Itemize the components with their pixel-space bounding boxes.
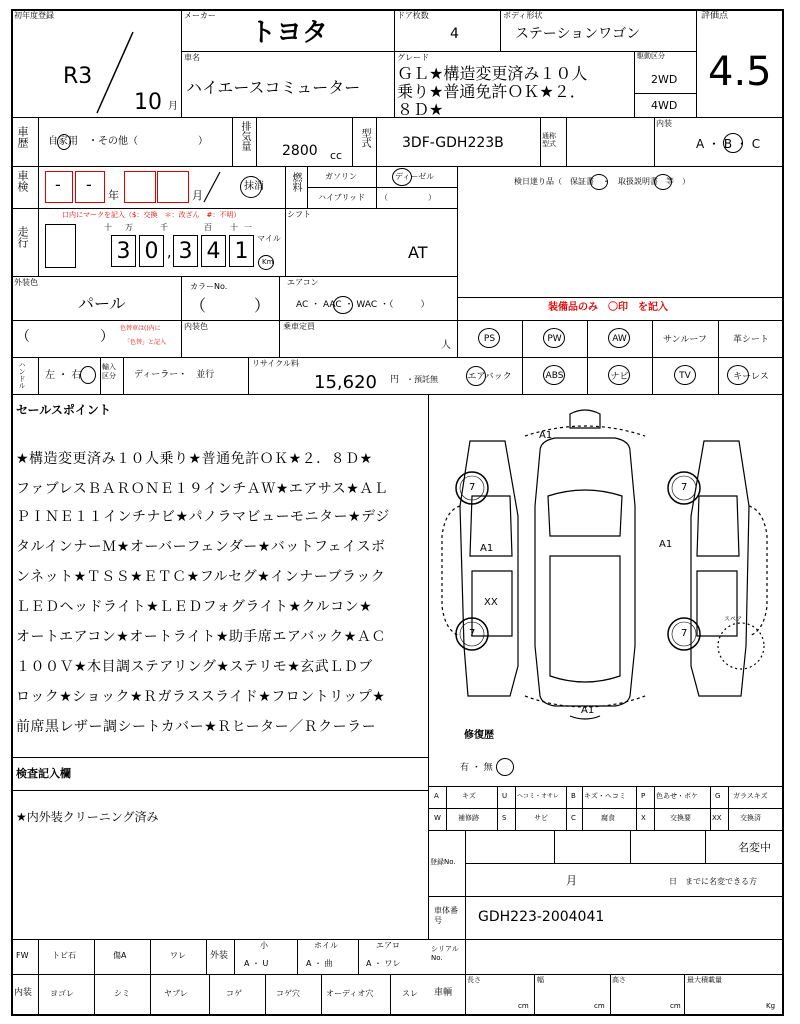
mileage-unit-4: 十: [230, 223, 238, 232]
insp-month-box2: [157, 171, 189, 203]
legend-w: W: [434, 814, 441, 822]
legend-c-text: 腐食: [601, 814, 615, 822]
insp-month-box1: [124, 171, 156, 203]
history-label: 車歴: [16, 126, 29, 148]
mileage-unit-1: 万: [125, 223, 133, 232]
capacity-unit: 人: [441, 340, 451, 351]
interior-b-circle: [723, 133, 743, 153]
legend-w-text: 補修跡: [458, 814, 479, 822]
interior-item-1: シミ: [114, 989, 130, 998]
recycle-unit: 円: [390, 375, 400, 385]
navi-circle: [608, 365, 630, 385]
ps-circle: [478, 328, 500, 348]
damage-xx: XX: [484, 597, 498, 608]
vin-value: GDH223-2004041: [478, 909, 605, 925]
fuel-hybrid: ハイブリッド: [318, 193, 366, 202]
sales-line: ンネット★ＴＳＳ★ＥＴＣ★フルセグ★インナーブラック: [16, 569, 386, 585]
sales-line: ＰＩＮＥ１１インチナビ★パノラマビューモニター★デジ: [16, 509, 390, 525]
legend-b: B: [571, 792, 576, 800]
sales-line: タルインナーＭ★オーバーフェンダー★バットフェイスボ: [16, 539, 386, 555]
mileage-digit-5: 1: [229, 235, 254, 267]
weight-label: 最大積載量: [687, 976, 722, 984]
serial-label: シリアルNo.: [431, 945, 459, 963]
ext-aero-value: A ・ ワレ: [366, 959, 401, 968]
aircon-label: エアコン: [287, 278, 319, 287]
color-code-value: （ ）: [190, 296, 271, 315]
displacement-unit: cc: [330, 149, 343, 162]
interior-item-0: ヨゴレ: [50, 989, 74, 998]
mileage-label: 走行: [16, 226, 29, 248]
tire-rl: 7: [469, 628, 476, 639]
aac-circle: [333, 296, 353, 314]
legend-xx-text: 交換済: [740, 814, 761, 822]
mileage-unit-2: 千: [160, 223, 168, 232]
mileage-unit-3: 百: [204, 223, 212, 232]
tv-circle: [674, 365, 696, 385]
interior-label: 内装: [656, 119, 672, 128]
carname-label: 車名: [184, 53, 200, 62]
mileage-note: 口内にマークを記入（$：交換 ＊：改ざん #：不明）: [62, 211, 241, 219]
mileage-digit-3: 3: [173, 235, 198, 267]
mileage-digit-4: 4: [201, 235, 226, 267]
sales-line: 前席黒レザー調シートカバー★Ｒヒーター／Ｒクーラー: [16, 719, 377, 735]
legend-u: U: [502, 792, 508, 800]
sales-line: ★構造変更済み１０人乗り★普通免許ＯＫ★２．８Ｄ★: [16, 451, 373, 467]
recycle-deposit: ・預託無: [406, 375, 438, 384]
reg-month-label: 月: [566, 874, 577, 887]
grade-label: グレード: [397, 53, 429, 62]
documents: 検日達り品（ 保証書 ・ 取扱説明書 等 ）: [514, 177, 690, 186]
interior-item-5: オーディオ穴: [326, 989, 374, 998]
displacement-value: 2800: [282, 143, 318, 159]
equip-navi: ナビ: [610, 372, 629, 382]
repaint-note2: 「色替」と記入: [124, 339, 167, 346]
usage-circle: [57, 134, 71, 150]
equip-abs: ABS: [545, 370, 564, 381]
chassis-label: 車輌: [434, 988, 453, 998]
damage-front: A1: [539, 430, 553, 441]
bottom-interior-label: 内装: [14, 988, 33, 998]
fuel-diesel: ディーゼル: [395, 172, 435, 181]
tire-rr: 7: [681, 628, 688, 639]
legend-u-text: ヘコミ・オサレ: [517, 793, 559, 800]
repair-label: 修復歴: [464, 730, 494, 741]
damage-right: A1: [659, 539, 673, 550]
car-diagram: [430, 396, 784, 726]
handle-value: 左 ・ 右: [45, 370, 82, 381]
mileage-digit-1: 3: [111, 235, 136, 267]
equip-airbag: エアバック: [467, 372, 512, 382]
ext-aero-label: エアロ: [376, 941, 400, 950]
abs-circle: [543, 365, 565, 385]
model-value: 3DF-GDH223B: [402, 135, 504, 151]
color-value: パール: [78, 294, 126, 313]
vin-label: 車体番号: [434, 906, 458, 926]
legend-s: S: [502, 814, 507, 822]
mileage-comma: ,: [167, 245, 172, 261]
equip-pw: PW: [547, 333, 562, 344]
pw-circle: [543, 328, 565, 348]
equip-ps: PS: [483, 333, 496, 344]
recycle-label: リサイクル料: [252, 359, 299, 368]
mileage-digit-2: 0: [139, 235, 164, 267]
interior-item-4: コゲ穴: [276, 989, 300, 998]
ext-wheel-value: A ・ 曲: [306, 959, 333, 968]
legend-a-text: キズ: [462, 792, 476, 800]
insp-unregistered: 抹消: [244, 181, 264, 192]
import-label: 輸入区分: [102, 363, 116, 381]
equip-keyless: キーレス: [733, 372, 769, 382]
drive-4wd: 4WD: [651, 99, 678, 112]
aw-circle: [608, 328, 630, 348]
shift-value: AT: [408, 243, 428, 262]
maker-label: メーカー: [184, 11, 216, 20]
legend-a: A: [434, 792, 439, 800]
body-label: ボディ形状: [503, 11, 543, 20]
sales-line: ロック★ショック★Ｒガラススライド★フロントリップ★: [16, 689, 386, 705]
doors-label: ドア枚数: [397, 11, 429, 20]
exterior-label: 外装: [210, 951, 229, 961]
year-slash: [95, 30, 135, 115]
displacement-label: 排気量: [239, 121, 250, 151]
maker-value: トヨタ: [250, 18, 329, 48]
width-unit: cm: [594, 1002, 605, 1010]
reg-month-suffix: 月: [168, 101, 178, 112]
era-year: R3: [63, 64, 93, 89]
mileage-unit-mile: マイル: [257, 234, 281, 243]
interior-item-2: ヤブレ: [164, 989, 188, 998]
airbag-circle: [466, 366, 486, 386]
repaint-value: （ ）: [16, 329, 114, 345]
ext-small-label: 小: [260, 941, 268, 950]
fw-item-1: 傷A: [113, 951, 127, 960]
height-label: 高さ: [612, 976, 626, 984]
color-code-label: カラーNo.: [190, 282, 228, 291]
fw-item-0: トビ石: [52, 951, 76, 960]
interior-item-3: コゲ: [226, 989, 242, 998]
height-unit: cm: [670, 1002, 681, 1010]
score-value: 4.5: [708, 49, 772, 95]
mileage-unit-5: 一: [244, 223, 252, 232]
history-usage: 自家用 ・その他（ ）: [48, 136, 208, 147]
legend-x-text: 交換要: [670, 814, 691, 822]
length-label: 長さ: [467, 976, 481, 984]
mileage-digit-0: [45, 224, 76, 268]
insp-month-suffix: 月: [192, 189, 203, 202]
sales-line: オートエアコン★オートライト★助手席エアバック★ＡＣ: [16, 629, 386, 645]
sales-title: セールスポイント: [16, 403, 111, 417]
handle-label: ハンドル: [18, 361, 26, 389]
repaint-note1: 色替車は()内に: [120, 325, 161, 332]
damage-left: A1: [480, 543, 494, 554]
weight-unit: Kg: [766, 1002, 776, 1010]
equip-leather: 革シート: [732, 335, 769, 345]
fuel-other: （ ）: [380, 193, 436, 202]
equip-sunroof: サンルーフ: [663, 335, 707, 345]
ext-small-value: A ・ U: [244, 959, 269, 968]
legend-s-text: サビ: [534, 814, 548, 822]
fw-label: FW: [16, 951, 29, 960]
color-label: 外装色: [14, 278, 38, 287]
sales-line: ファブレスＢＡＲＯＮＥ１９インチＡＷ★エアサス★ＡＬ: [16, 481, 389, 497]
equip-tv: TV: [679, 370, 691, 381]
damage-rear: A1: [581, 705, 595, 716]
unregistered-circle: [240, 176, 262, 198]
drive-label: 駆動区分: [637, 52, 665, 60]
legend-g-text: ガラスキズ: [733, 792, 768, 800]
ext-wheel-label: ホイル: [314, 941, 338, 950]
carname-value: ハイエースコミューター: [186, 78, 361, 97]
legend-xx: XX: [712, 814, 722, 822]
right-handle-circle: [80, 366, 96, 384]
fuel-label: 燃料: [290, 172, 301, 192]
interior-item-6: スレ: [402, 989, 418, 998]
reg-no-label: 登録No.: [430, 858, 456, 866]
model-label: 型式: [359, 128, 370, 148]
import-value: ディーラー・ 並行: [134, 370, 215, 380]
reg-month: 10: [134, 90, 162, 115]
tire-fl: 7: [469, 482, 476, 493]
length-unit: cm: [518, 1002, 529, 1010]
repair-none-circle: [496, 758, 514, 776]
legend-c: C: [571, 814, 576, 822]
aircon-value: AC ・ AAC ・ WAC ・（ ）: [296, 300, 430, 310]
grade-line2: 乗り★普通免許ＯＫ★２．: [397, 82, 586, 101]
manual-circle: [654, 174, 672, 190]
mileage-unit-km: Km: [262, 258, 274, 266]
common-model-label: 通称型式: [542, 132, 556, 149]
legend-b-text: キズ・ヘコミ: [584, 792, 626, 800]
grade-line1: ＧＬ★構造変更済み１０人: [397, 64, 588, 83]
first-reg-label: 初年度登録: [14, 11, 54, 20]
body-value: ステーションワゴン: [515, 26, 641, 42]
fuel-gasoline: ガソリン: [325, 172, 357, 181]
recycle-value: 15,620: [314, 372, 377, 393]
doors-value: 4: [450, 26, 459, 42]
interior-color-label: 内装色: [184, 322, 208, 331]
warranty-circle: [590, 174, 608, 190]
interior-grades: A ・ B ・ C: [696, 137, 761, 151]
equipment-header: 装備品のみ 〇印 を記入: [548, 302, 668, 313]
capacity-label: 乗車定員: [283, 322, 315, 331]
grade-line3: ８Ｄ★: [397, 100, 444, 119]
insp-year-suffix: 年: [108, 189, 119, 202]
sales-line: ＬＥＤヘッドライト★ＬＥＤフォグライト★クルコン★: [16, 599, 373, 615]
reg-day-note: 日 までに名変できる方: [669, 877, 757, 886]
insp-dash2: -: [86, 175, 92, 194]
name-change: 名変中: [738, 841, 771, 854]
insp-dash1: -: [55, 175, 61, 194]
inspection-label: 車検: [16, 170, 29, 192]
tire-fr: 7: [681, 482, 688, 493]
score-label: 評価点: [701, 11, 729, 21]
diesel-circle: [392, 168, 412, 186]
legend-p: P: [641, 792, 646, 800]
repair-value: 有 ・ 無: [460, 763, 493, 773]
spare-label: スペア: [724, 616, 743, 623]
legend-x: X: [641, 814, 646, 822]
fw-item-2: ワレ: [170, 951, 186, 960]
drive-2wd: 2WD: [651, 73, 678, 86]
mileage-unit-0: 十: [104, 223, 112, 232]
width-label: 幅: [537, 976, 544, 984]
keyless-circle: [727, 365, 749, 385]
km-circle: [258, 255, 274, 270]
legend-p-text: 色あせ・ボケ: [656, 792, 698, 800]
shift-label: シフト: [287, 210, 311, 219]
equip-aw: AW: [612, 333, 627, 344]
notes-title: 検査記入欄: [16, 767, 71, 780]
legend-g: G: [715, 792, 721, 800]
notes-line: ★内外装クリーニング済み: [16, 810, 159, 824]
sales-line: １００Ｖ★木目調ステアリング★ステリモ★玄武ＬＤブ: [16, 659, 373, 675]
insp-slash: [202, 170, 222, 204]
